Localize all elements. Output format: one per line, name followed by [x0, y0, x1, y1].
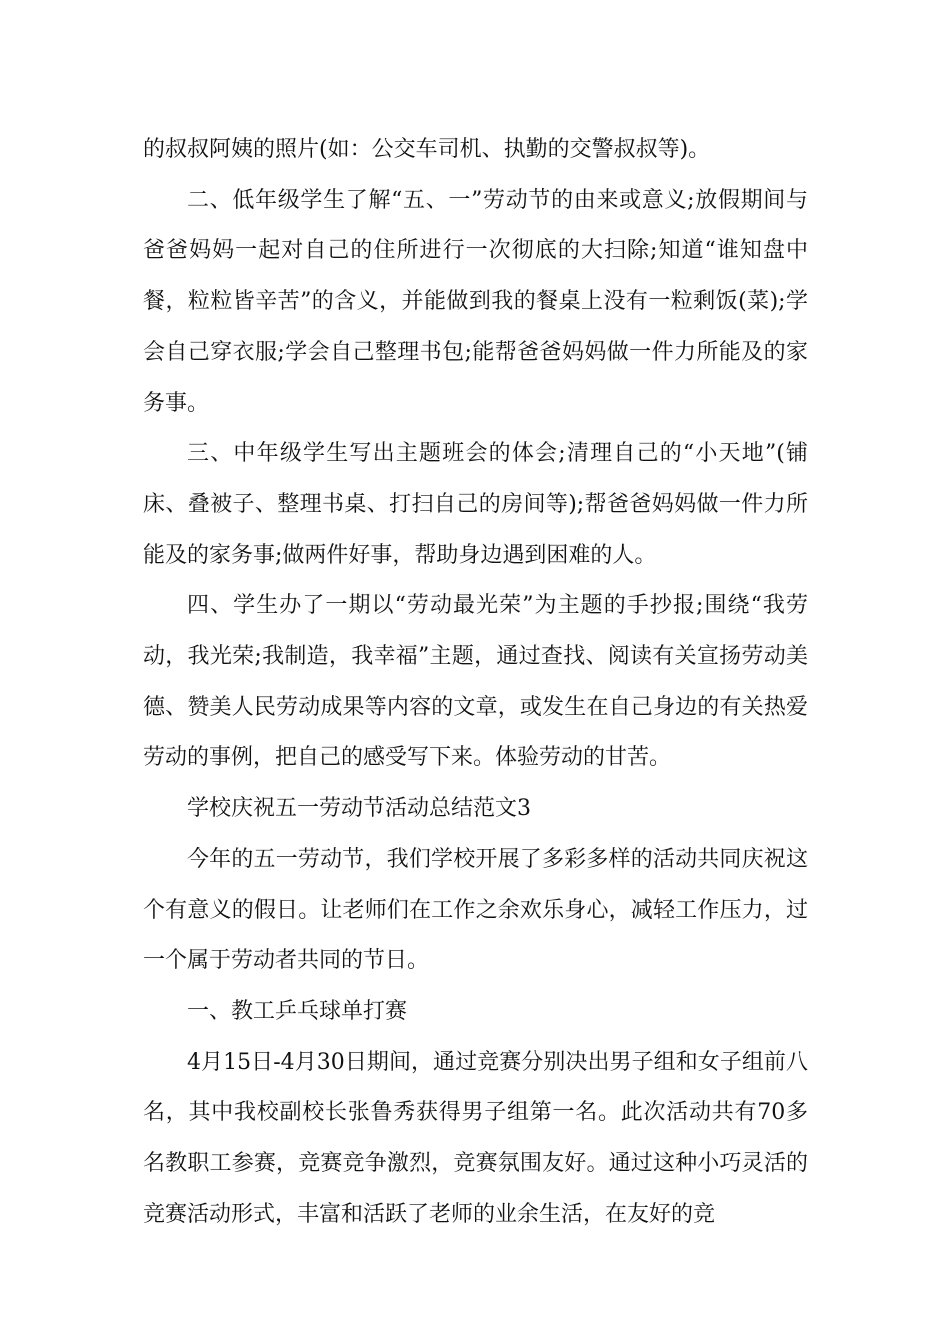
paragraph-handwritten-newspaper: 四、学生办了一期以“劳动最光荣”为主题的手抄报;围绕“我劳动，我光荣;我制造，我幸福”主题，通过查找、阅读有关宣扬劳动美德、赞美人民劳动成果等内容的文章，或发生在自己身边的有关热爱劳动的事例，把自己的感受写下来。体验劳动的甘苦。 [143, 593, 808, 771]
paragraph-intro: 今年的五一劳动节，我们学校开展了多彩多样的活动共同庆祝这个有意义的假日。让老师们在工作之余欢乐身心，减轻工作压力，过一个属于劳动者共同的节日。 [143, 846, 808, 974]
paragraph-middle-grade: 三、中年级学生写出主题班会的体会;清理自己的“小天地”(铺床、叠被子、整理书桌、打扫自己的房间等);帮爸爸妈妈做一件力所能及的家务事;做两件好事，帮助身边遇到困难的人。 [143, 441, 808, 568]
paragraph-ping-pong: 4月15日-4月30日期间，通过竞赛分别决出男子组和女子组前八名，其中我校副校长张鲁秀获得男子组第一名。此次活动共有70多名教职工参赛，竞赛竞争激烈，竞赛氛围友好。通过这种小巧灵活的竞赛活动形式，丰富和活跃了老师的业余生活，在友好的竞 [143, 1049, 808, 1227]
paragraph-continuation: 的叔叔阿姨的照片(如：公交车司机、执勤的交警叔叔等)。 [143, 137, 711, 162]
section-heading: 学校庆祝五一劳动节活动总结范文3 [187, 796, 531, 822]
subsection-heading: 一、教工乒乓球单打赛 [187, 998, 408, 1024]
paragraph-lower-grade: 二、低年级学生了解“五、一”劳动节的由来或意义;放假期间与爸爸妈妈一起对自己的住所进行一次彻底的大扫除;知道“谁知盘中餐，粒粒皆辛苦”的含义，并能做到我的餐桌上没有一粒剩饭(菜);学会自己穿衣服;学会自己整理书包;能帮爸爸妈妈做一件力所能及的家务事。 [143, 187, 808, 416]
document-body [143, 125, 808, 1240]
